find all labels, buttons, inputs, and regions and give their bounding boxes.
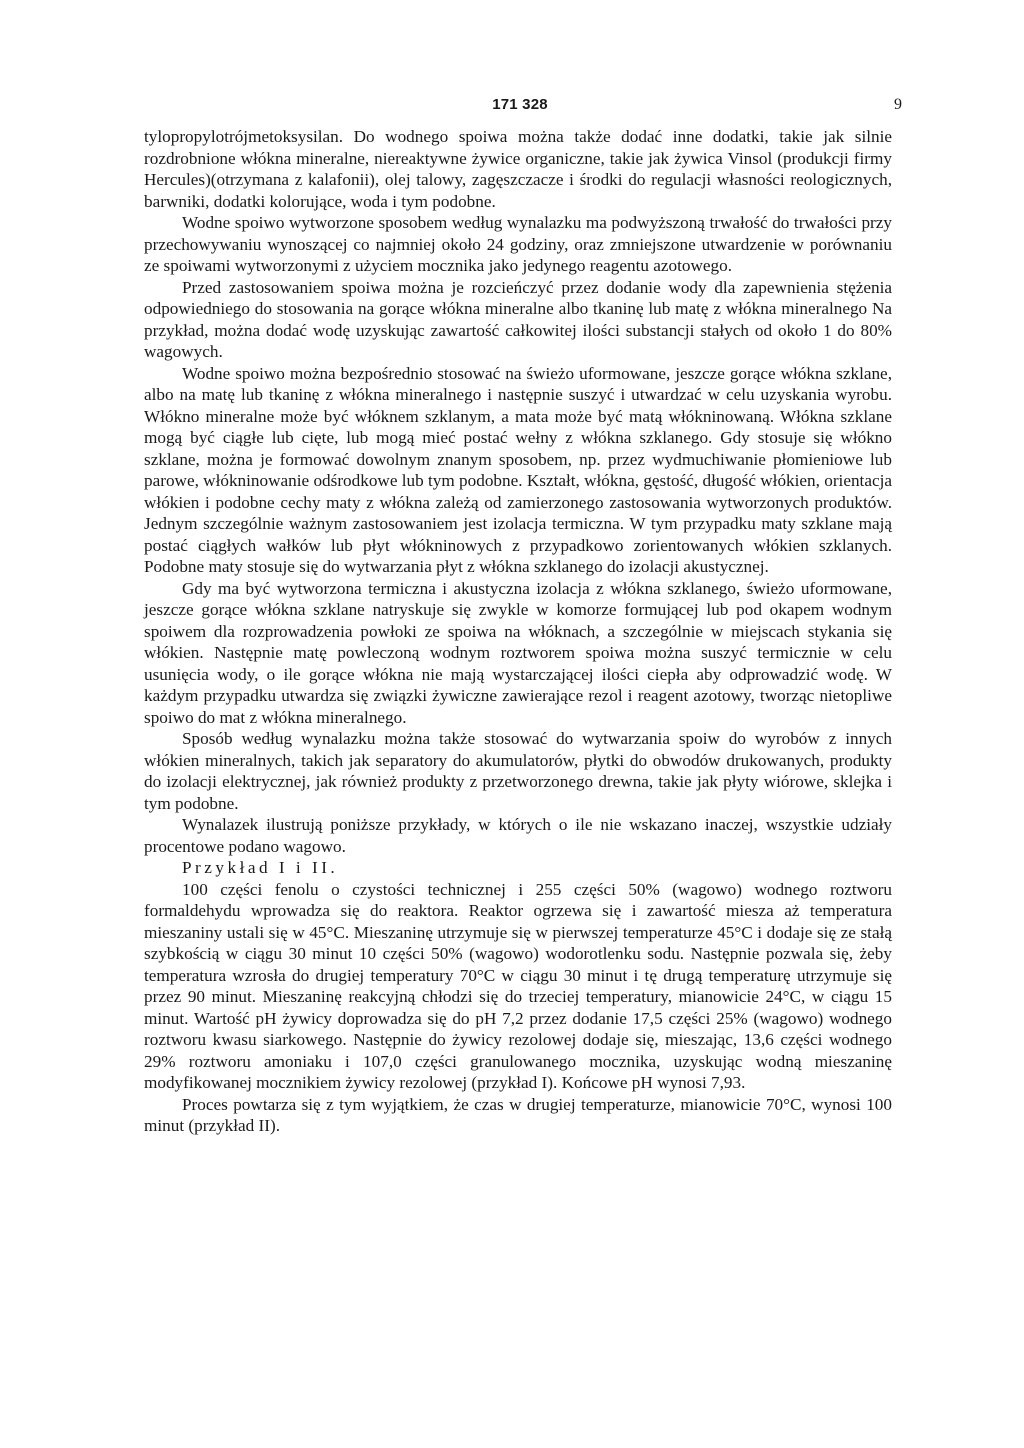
example-heading: Przykład I i II. [182,858,339,877]
paragraph-8: 100 części fenolu o czystości technicznej i 255 części 50% (wagowo) wodnego roztworu formaldehydu wprowadza się do reaktora. Reaktor ogrzewa się i zawartość miesza aż temperatura mieszaniny ustali się w 45°C. Mieszaninę utrzymuje się w pierwszej temperaturze 45°C i dodaje się ze stałą szybkością w ciągu 30 minut 10 części 50% (wagowo) wodorotlenku sodu. Następnie pozwala się, żeby temperatura wzrosła do drugiej temperatury 70°C w ciągu 30 minut i tę drugą temperaturę utrzymuje się przez 90 minut. Mieszaninę reakcyjną chłodzi się do trzeciej temperatury, mianowicie 24°C, w ciągu 15 minut. Wartość pH żywicy doprowadza się do pH 7,2 przez dodanie 17,5 części 25% (wagowo) wodnego roztworu kwasu siarkowego. Następnie do żywicy rezolowej dodaje się, mieszając, 13,6 części wodnego 29% roztworu amoniaku i 107,0 części granulowanego mocznika, uzyskując wodną mieszaninę modyfikowanej mocznikiem żywicy rezolowej (przykład I). Końcowe pH wynosi 7,93. [144,879,892,1092]
patent-number: 171 328 [492,96,548,113]
paragraph-1: tylopropylotrójmetoksysilan. Do wodnego spoiwa można także dodać inne dodatki, takie jak silnie rozdrobnione włókna mineralne, niereaktywne żywice organiczne, takie jak żywica Vinsol (produkcji firmy Hercules)(otrzymana z kalafonii), olej talowy, zagęszczacze i środki do regulacji własności reologicznych, barwniki, dodatki kolorujące, woda i tym podobne. [144,127,892,211]
body-text [144,126,892,1137]
paragraph-3: Przed zastosowaniem spoiwa można je rozcieńczyć przez dodanie wody dla zapewnienia stężenia odpowiedniego do stosowania na gorące włókna mineralne albo tkaninę lub matę z włókna mineralnego Na przykład, można dodać wodę uzyskując zawartość całkowitej ilości substancji stałych od około 1 do 80% wagowych. [144,277,892,361]
paragraph-9: Proces powtarza się z tym wyjątkiem, że czas w drugiej temperaturze, mianowicie 70°C, wynosi 100 minut (przykład II). [144,1094,892,1135]
paragraph-5: Gdy ma być wytworzona termiczna i akustyczna izolacja z włókna szklanego, świeżo uformowane, jeszcze gorące włókna szklane natryskuje się zwykle w komorze formującej lub pod okapem wodnym spoiwem dla rozprowadzenia powłoki ze spoiwa na włóknach, a szczególnie w miejscach stykania się włókien. Następnie matę powleczoną wodnym roztworem spoiwa można suszyć termicznie w celu usunięcia wody, o ile gorące włókna nie mają wystarczającej ilości ciepła aby odprowadzić wodę. W każdym przypadku utwardza się związki żywiczne zawierające rezol i reagent azotowy, tworząc nietopliwe spoiwo do mat z włókna mineralnego. [144,578,892,727]
page-number: 9 [894,96,902,113]
document-page [144,0,902,1135]
paragraph-6: Sposób według wynalazku można także stosować do wytwarzania spoiw do wyrobów z innych włókien mineralnych, takich jak separatory do akumulatorów, płytki do obwodów drukowanych, produkty do izolacji elektrycznej, jak również produkty z przetworzonego drewna, takie jak płyty wiórowe, sklejka i tym podobne. [144,729,892,813]
paragraph-4: Wodne spoiwo można bezpośrednio stosować na świeżo uformowane, jeszcze gorące włókna szklane, albo na matę lub tkaninę z włókna mineralnego i następnie suszyć i utwardzać w celu uzyskania wyrobu. Włókno mineralne może być włóknem szklanym, a mata może być matą włókninowaną. Włókna szklane mogą być ciągłe lub cięte, lub mogą mieć postać wełny z włókna szklanego. Gdy stosuje się włókno szklane, można je formować dowolnym znanym sposobem, np. przez wydmuchiwanie płomieniowe lub parowe, włókninowanie odśrodkowe lub tym podobne. Kształt, włókna, gęstość, długość włókien, orientacja włókien i podobne cechy maty z włókna zależą od zamierzonego zastosowania wytworzonych produktów. Jednym szczególnie ważnym zastosowaniem jest izolacja termiczna. W tym przypadku maty szklane mają postać ciągłych wałków lub płyt włókninowych z przypadkowo zorientowanych włókien szklanych. Podobne maty stosuje się do wytwarzania płyt z włókna szklanego do izolacji akustycznej. [144,363,892,576]
paragraph-2: Wodne spoiwo wytworzone sposobem według wynalazku ma podwyższoną trwałość do trwałości przy przechowywaniu wynoszącej co najmniej około 24 godziny, oraz zmniejszone utwardzenie w porównaniu ze spoiwami wytworzonymi z użyciem mocznika jako jedynego reagentu azotowego. [144,213,892,275]
paragraph-7: Wynalazek ilustrują poniższe przykłady, w których o ile nie wskazano inaczej, wszystkie udziały procentowe podano wagowo. [144,815,892,856]
page-header [150,0,902,120]
